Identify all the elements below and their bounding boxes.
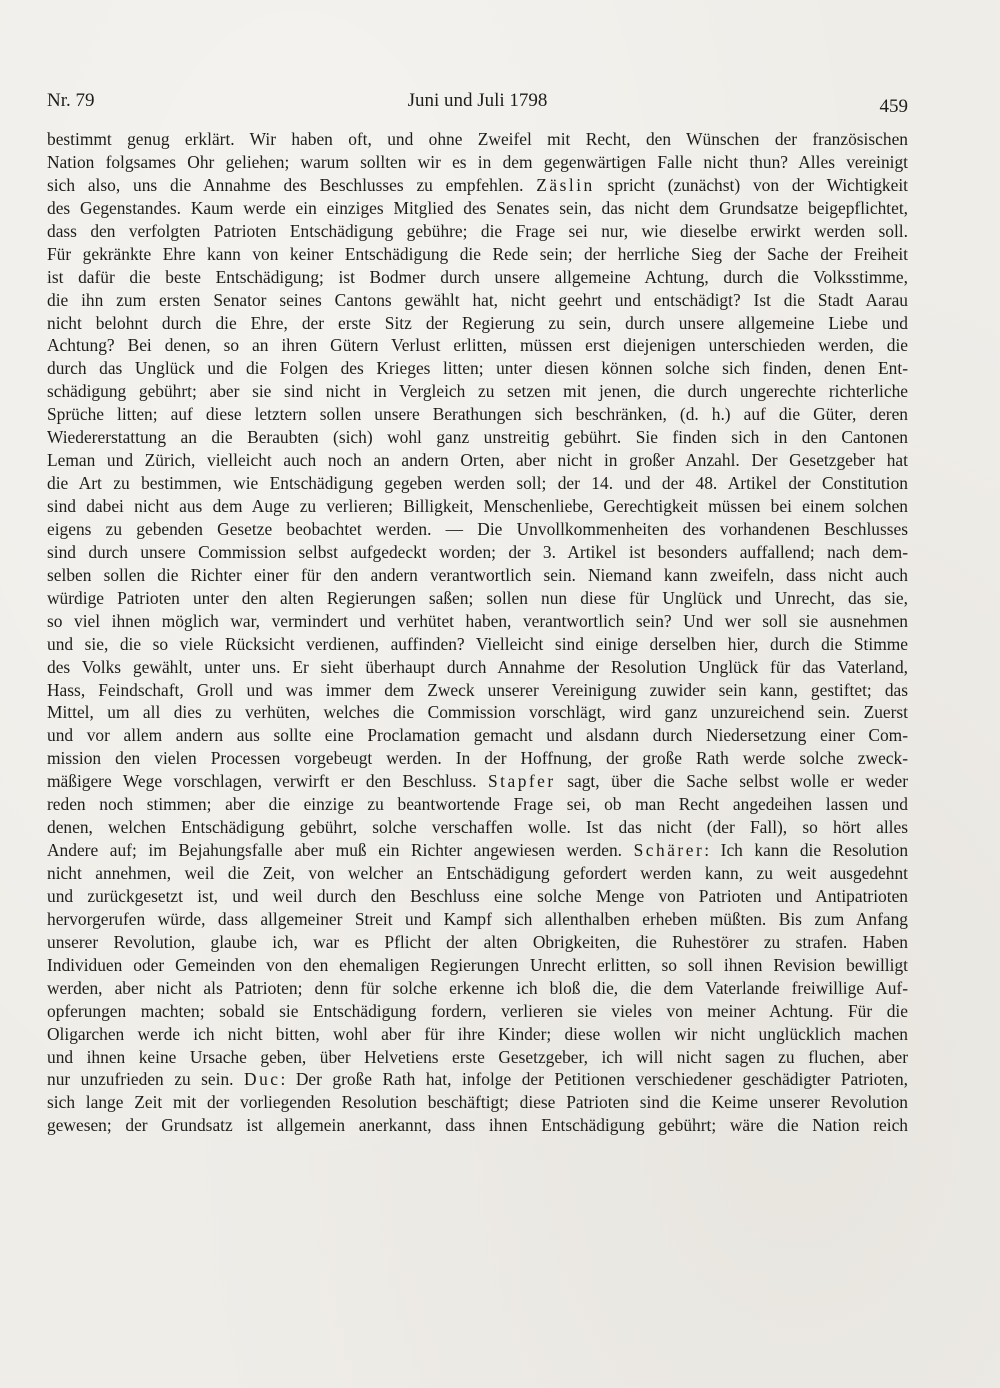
text-segment: sind dabei nicht aus dem Auge zu verlieren; Billigkeit, Menschenliebe, Gerechtigkeit müssen bei einem solchen [47, 496, 908, 516]
text-segment: dass den verfolgten Patrioten Entschädigung gebühre; die Frage sei nur, wie dieselbe erwirkt werden soll. [47, 220, 908, 241]
text-line [47, 954, 908, 977]
text-line [47, 541, 908, 564]
text-line [47, 128, 908, 151]
text-line [47, 656, 908, 679]
text-segment: : Der große Rath hat, infolge der Petitionen verschiedener geschädigter Patrioten, [280, 1069, 908, 1090]
text-line [47, 679, 908, 702]
text-line [47, 587, 908, 610]
text-line [47, 334, 908, 357]
text-segment: denen, welchen Entschädigung gebührt, solche verschaffen wolle. Ist das nicht (der Fall), so hört alles [47, 817, 908, 838]
text-segment: opferungen machten; sobald sie Entschädigung fordern, verlieren sie vieles von meiner Achtung. Für die [47, 1000, 908, 1021]
text-segment: und ihnen keine Ursache geben, über Helvetiens erste Gesetzgeber, ich will nicht sagen zu fluchen, aber [47, 1046, 908, 1067]
text-line [47, 449, 908, 472]
text-segment: nicht belohnt durch die Ehre, der erste Sitz der Regierung zu sein, durch unsere allgemeine Liebe und [47, 312, 908, 333]
text-segment: Mittel, um all dies zu verhüten, welches die Commission vorschlägt, wird ganz unzureichend sein. Zuerst [47, 702, 908, 723]
text-segment: durch das Unglück und die Folgen des Krieges litten; unter diesen können solche sich finden, denen Ent- [47, 358, 908, 379]
text-line [47, 174, 908, 197]
text-line [47, 289, 908, 312]
text-line [47, 1046, 908, 1069]
text-segment: schädigung gebührt; aber sie sind nicht in Vergleich zu setzen mit jenen, die durch ungerechte richterliche [47, 381, 908, 402]
text-segment: Nation folgsames Ohr geliehen; warum sollten wir es in dem gegenwärtigen Falle nicht thun? Alles vereinigt [47, 151, 908, 172]
text-line [47, 747, 908, 770]
text-line [47, 380, 908, 403]
text-line [47, 839, 908, 862]
text-segment: Für gekränkte Ehre kann von keiner Entschädigung die Rede sein; der herrliche Sieg der Sache der Freiheit [47, 243, 908, 264]
text-segment: sich also, uns die Annahme des Beschlusses zu empfehlen. [47, 174, 537, 195]
text-line [47, 1091, 908, 1114]
text-segment: Wiedererstattung an die Beraubten (sich) wohl ganz unstreitig gebührt. Sie finden sich in den Cantonen [47, 427, 908, 448]
text-segment: gewesen; der Grundsatz ist allgemein anerkannt, dass ihnen Entschädigung gebührt; wäre die Nation reich [47, 1115, 908, 1136]
text-segment: des Volks gewählt, unter uns. Er sieht überhaupt durch Annahme der Resolution Unglück für das Vaterland, [47, 656, 908, 677]
text-line [47, 610, 908, 633]
text-segment: des Gegenstandes. Kaum werde ein einziges Mitglied des Senates sein, das nicht dem Grundsatze beigepflichtet, [47, 197, 908, 218]
speaker-name: Duc [244, 1069, 281, 1090]
text-line [47, 885, 908, 908]
text-segment: die Art zu bestimmen, wie Entschädigung gegeben werden soll; der 14. und der 48. Artikel der Constitution [47, 473, 908, 494]
text-segment: Oligarchen werde ich nicht bitten, wohl aber für ihre Kinder; diese wollen wir nicht unglücklich machen [47, 1023, 908, 1044]
text-segment: nicht annehmen, weil die Zeit, von welcher an Entschädigung gefordert werden kann, zu weit ausgedehnt [47, 863, 908, 883]
text-segment: und sie, die so viele Rücksicht verdienen, auffinden? Vielleicht sind einige derselben hier, durch die Stimme [47, 633, 908, 654]
text-segment: reden noch stimmen; aber die einzige zu beantwortende Frage sei, ob man Recht angedeihen lassen und [47, 794, 908, 815]
document-number: Nr. 79 [47, 90, 95, 111]
text-line [47, 908, 908, 931]
text-segment: Andere auf; im Bejahungsfalle aber muß ein Richter angewiesen werden. [47, 840, 634, 861]
text-line [47, 403, 908, 426]
text-line [47, 931, 908, 954]
text-segment: sagt, über die Sache selbst wolle er weder [555, 771, 908, 792]
text-segment: selben sollen die Richter einer für den andern verantwortlich sein. Niemand kann zweifeln, dass nicht auch [47, 564, 908, 585]
speaker-name: Zäslin [536, 174, 595, 195]
text-segment: sind durch unsere Commission selbst aufgedeckt worden; der 3. Artikel ist besonders auffallend; nach dem- [47, 541, 908, 562]
text-line [47, 701, 908, 724]
running-title: Juni und Juli 1798 [407, 90, 548, 111]
text-line [47, 266, 908, 289]
speaker-name: Stapfer [487, 771, 556, 792]
text-segment: Leman und Zürich, vielleicht auch noch an andern Orten, aber nicht in großer Anzahl. Der Gesetzgeber hat [47, 450, 908, 471]
text-line [47, 1114, 908, 1137]
text-segment: hervorgerufen würde, dass allgemeiner Streit und Kampf sich allenthalben erheben müßten. Bis zum Anfang [47, 908, 908, 929]
page-header [47, 90, 908, 118]
text-segment: : Ich kann die Resolution [704, 840, 909, 861]
text-line [47, 1068, 908, 1091]
text-line [47, 724, 908, 747]
text-line [47, 1023, 908, 1046]
text-segment: spricht (zunächst) von der Wichtigkeit [594, 174, 908, 195]
text-line [47, 220, 908, 243]
text-segment: Sprüche litten; auf diese letztern sollen unsere Berathungen sich beschränken, (d. h.) auf die Güter, deren [47, 404, 908, 425]
text-line [47, 770, 908, 793]
text-segment: unserer Revolution, glaube ich, war es Pflicht der alten Obrigkeiten, die Ruhestörer zu strafen. Haben [47, 931, 908, 952]
text-segment: Hass, Feindschaft, Groll und was immer dem Zweck unserer Vereinigung zuwider sein kann, gestiftet; das [47, 679, 908, 700]
text-line [47, 1000, 908, 1023]
text-segment: mission den vielen Processen vorgebeugt werden. In der Hoffnung, der große Rath werde solche zweck- [47, 748, 908, 769]
text-line [47, 564, 908, 587]
body-text [47, 128, 908, 1137]
text-line [47, 312, 908, 335]
page-number: 459 [879, 96, 908, 117]
text-segment: und zurückgesetzt ist, und weil durch den Beschluss eine solche Menge von Patrioten und Antipatrioten [47, 885, 908, 906]
text-line [47, 977, 908, 1000]
text-segment: Individuen oder Gemeinden von den ehemaligen Regierungen Unrecht erlitten, so soll ihnen Revision bewilligt [47, 954, 908, 975]
text-line [47, 472, 908, 495]
text-segment: nur unzufrieden zu sein. [47, 1069, 245, 1090]
text-segment: so viel ihnen möglich war, vermindert und verhütet haben, verantwortlich sein? Und wer soll sie ausnehmen [47, 610, 908, 631]
text-line [47, 862, 908, 885]
text-segment: und vor allem andern aus sollte eine Proclamation gemacht und alsdann durch Niedersetzung einer Com- [47, 725, 908, 746]
text-line [47, 426, 908, 449]
text-line [47, 495, 908, 518]
text-line [47, 816, 908, 839]
text-segment: sich lange Zeit mit der vorliegenden Resolution beschäftigt; diese Patrioten sind die Keime unserer Revolution [47, 1092, 908, 1113]
text-segment: werden, aber nicht als Patrioten; denn für solche erkenne ich bloß die, die dem Vaterlande freiwillige Auf- [47, 977, 908, 998]
text-segment: die ihn zum ersten Senator seines Cantons gewählt hat, nicht geehrt und entschädigt? Ist die Stadt Aarau [47, 289, 908, 310]
text-line [47, 243, 908, 266]
text-segment: ist dafür die beste Entschädigung; ist Bodmer durch unsere allgemeine Achtung, durch die Volksstimme, [47, 266, 908, 287]
text-line [47, 518, 908, 541]
text-segment: Achtung? Bei denen, so an ihren Gütern Verlust erlitten, müssen erst diejenigen unterschieden werden, die [47, 335, 908, 356]
text-line [47, 197, 908, 220]
text-line [47, 633, 908, 656]
speaker-name: Schärer [633, 840, 705, 861]
text-segment: eigens zu gebenden Gesetze beobachtet werden. — Die Unvollkommenheiten des vorhandenen Beschlusses [47, 518, 908, 539]
text-line [47, 151, 908, 174]
text-line [47, 357, 908, 380]
text-segment: würdige Patrioten unter den alten Regierungen saßen; sollen nun diese für Unglück und Unrecht, das sie, [47, 587, 908, 608]
text-segment: bestimmt genug erklärt. Wir haben oft, und ohne Zweifel mit Recht, den Wünschen der französischen [47, 129, 908, 149]
text-line [47, 793, 908, 816]
text-segment: mäßigere Wege vorschlagen, verwirft er den Beschluss. [47, 771, 488, 792]
